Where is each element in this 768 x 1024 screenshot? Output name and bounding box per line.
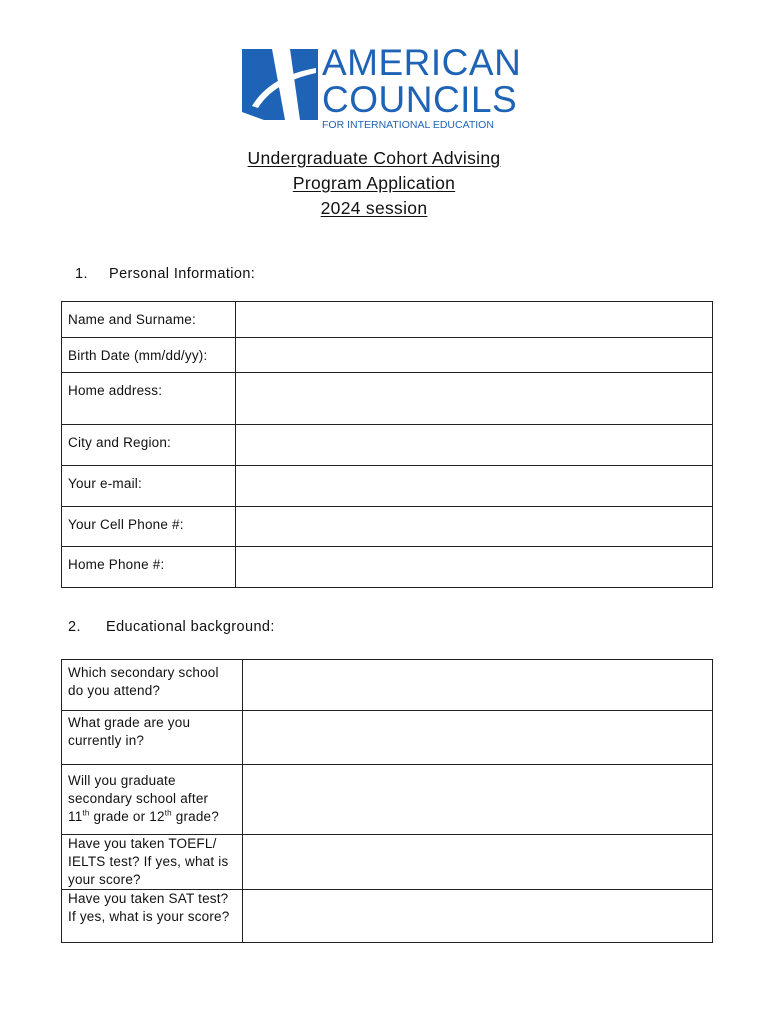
field-label-graduation-grade: Will you graduate secondary school after 11th grade or 12th grade? <box>62 765 243 835</box>
table-row <box>62 425 713 466</box>
section-2-heading <box>68 619 275 635</box>
table-row <box>62 466 713 507</box>
cell-phone-field[interactable] <box>236 507 713 547</box>
table-row <box>62 507 713 547</box>
city-region-field[interactable] <box>236 425 713 466</box>
section-2-title: Educational background: <box>106 619 275 635</box>
toefl-ielts-score-field[interactable] <box>243 835 713 890</box>
educational-background-table <box>61 659 713 943</box>
logo-line-tagline: FOR INTERNATIONAL EDUCATION <box>322 119 494 131</box>
field-label-home-phone: Home Phone #: <box>62 547 236 588</box>
personal-info-table <box>61 301 713 588</box>
sat-score-field[interactable] <box>243 890 713 943</box>
title-line-2: Program Application <box>292 173 456 193</box>
american-councils-a-mark-icon <box>242 46 318 120</box>
field-label-home-address: Home address: <box>62 373 236 425</box>
field-label-birth-date: Birth Date (mm/dd/yy): <box>62 338 236 373</box>
email-field[interactable] <box>236 466 713 507</box>
table-row <box>62 835 713 890</box>
logo-line-councils: COUNCILS <box>322 79 518 120</box>
name-surname-field[interactable] <box>236 302 713 338</box>
section-1-title: Personal Information: <box>109 266 256 282</box>
field-label-email: Your e-mail: <box>62 466 236 507</box>
home-address-field[interactable] <box>236 373 713 425</box>
field-label-cell-phone: Your Cell Phone #: <box>62 507 236 547</box>
title-line-1: Undergraduate Cohort Advising <box>247 148 501 168</box>
field-label-current-grade: What grade are you currently in? <box>62 711 243 765</box>
table-row <box>62 660 713 711</box>
document-title <box>0 146 748 221</box>
secondary-school-field[interactable] <box>243 660 713 711</box>
section-1-number: 1. <box>75 266 88 282</box>
birth-date-field[interactable] <box>236 338 713 373</box>
table-row <box>62 547 713 588</box>
field-label-sat: Have you taken SAT test? If yes, what is your score? <box>62 890 243 943</box>
table-row <box>62 765 713 835</box>
section-1-heading <box>75 266 255 282</box>
table-row <box>62 890 713 943</box>
table-row <box>62 373 713 425</box>
current-grade-field[interactable] <box>243 711 713 765</box>
field-label-name: Name and Surname: <box>62 302 236 338</box>
title-line-3: 2024 session <box>320 198 428 218</box>
table-row <box>62 302 713 338</box>
section-2-number: 2. <box>68 619 81 635</box>
graduation-grade-field[interactable] <box>243 765 713 835</box>
table-row <box>62 338 713 373</box>
field-label-city-region: City and Region: <box>62 425 236 466</box>
logo-line-american: AMERICAN <box>322 42 522 83</box>
home-phone-field[interactable] <box>236 547 713 588</box>
american-councils-logo <box>242 42 522 131</box>
table-row <box>62 711 713 765</box>
field-label-toefl-ielts: Have you taken TOEFL/ IELTS test? If yes, what is your score? <box>62 835 243 890</box>
field-label-secondary-school: Which secondary school do you attend? <box>62 660 243 711</box>
